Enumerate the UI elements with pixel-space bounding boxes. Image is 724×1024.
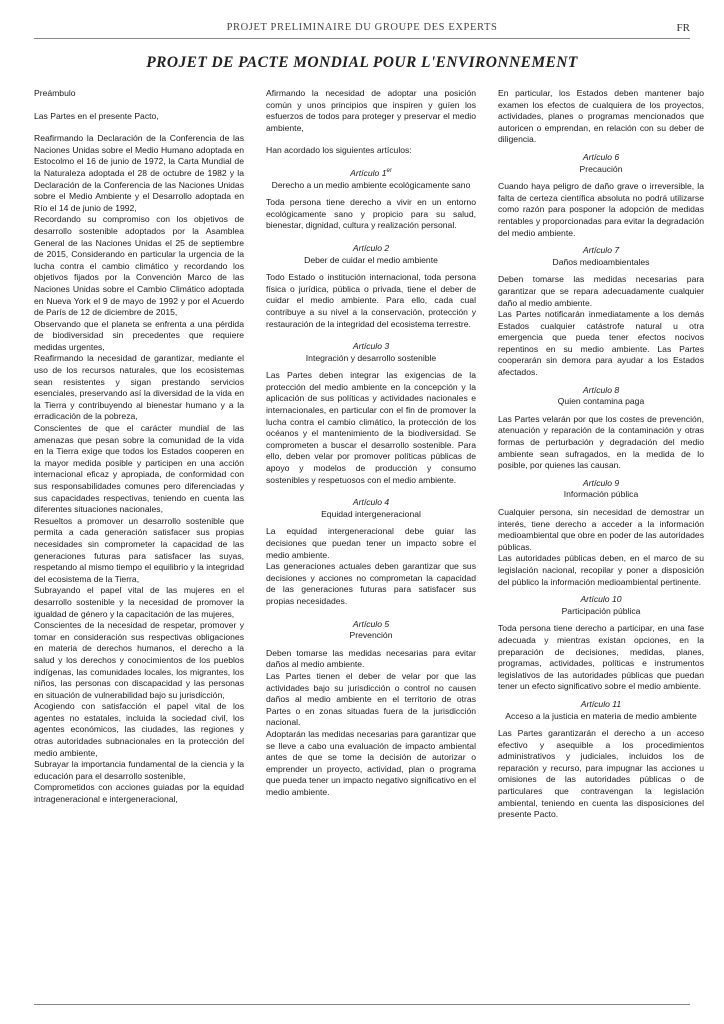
article-5-text: Adoptarán las medidas necesarias para garantizar que se lleve a cabo una evaluación de impacto ambiental antes de que se tome la decisión de autorizar o emprender un proyecto, actividad, plan o programa que pueda tener un impacto negativo significativo en el medio ambiente.	[266, 728, 476, 797]
article-4-text: La equidad intergeneracional debe guiar las decisiones que puedan tener un impacto sobre el medio ambiente.	[266, 526, 476, 560]
article-2-title: Deber de cuidar el medio ambiente	[304, 254, 438, 265]
article-7-text: Deben tomarse las medidas necesarias para garantizar que se repara adecuadamente cualquier daño al medio ambiente.	[498, 274, 704, 308]
article-1-title: Derecho a un medio ambiente ecológicamente sano	[271, 179, 471, 190]
preamble-paragraph: Resueltos a promover un desarrollo sostenible que permita a cada generación satisfacer sus propias necesidades sin comprometer la capacidad de las generaciones futuras para satisfacer las suyas, respetando al mismo tiempo el equilibrio y la integridad del ecosistema de la Tierra,	[34, 515, 244, 584]
preamble-paragraph: Acogiendo con satisfacción el papel vital de los agentes no estatales, incluida la sociedad civil, los agentes económicos, las ciudades, las regiones y otras autoridades subnacionales en la protección del medio ambiente,	[34, 701, 244, 758]
article-4-number: Artículo 4	[352, 497, 390, 508]
document-title: PROJET DE PACTE MONDIAL POUR L'ENVIRONNEMENT	[146, 54, 578, 71]
article-6-text: Cuando haya peligro de daño grave o irreversible, la falta de certeza científica absoluta no podrá utilizarse como razón para posponer la adopción de medidas rentables y proporcionadas para evitar la degradación del medio ambiente.	[498, 181, 704, 238]
column-3	[498, 88, 704, 821]
article-7-title: Daños medioambientales	[552, 256, 650, 267]
column-1	[34, 88, 244, 806]
article-4-title: Equidad intergeneracional	[321, 508, 421, 519]
preamble-paragraph: Subrayar la importancia fundamental de la ciencia y la educación para el desarrollo sostenible,	[34, 759, 244, 781]
header-rule	[34, 38, 690, 39]
article-5-text: En particular, los Estados deben mantener bajo examen los efectos de cualquiera de los proyectos, actividades, planes o programas mencionados que autoricen o emprendan, en relación con su deber de diligencia.	[498, 88, 704, 145]
page-header	[34, 22, 690, 38]
article-9-title: Información pública	[563, 489, 639, 500]
preamble-parties: Las Partes en el presente Pacto,	[34, 110, 159, 121]
article-10-text: Toda persona tiene derecho a participar, en una fase adecuada y mientras existan opciones, en la preparación de decisiones, medidas, planes, programas, actividades, políticas e instrumentos legislativos de las autoridades públicas que puedan tener un efecto significativo sobre el medio ambiente.	[498, 623, 704, 692]
preamble-paragraph: Conscientes de que el carácter mundial de las amenazas que pesan sobre la comunidad de la vida en la Tierra exige que todos los Estados cooperen en la mayor medida posible y participen en una acción internacional eficaz y apropiada, de conformidad con sus responsabilidades comunes pero diferenciadas y sus capacidades respectivas, teniendo en cuenta las diferentes situaciones nacionales,	[34, 423, 244, 515]
article-5-text: Las Partes tienen el deber de velar por que las actividades bajo su jurisdicción o control no causen daños al medio ambiente en el territorio de otras Partes o en zonas situadas fuera de la jurisdicción nacional.	[266, 670, 476, 728]
preamble-paragraph: Conscientes de la necesidad de respetar, promover y tomar en consideración sus respectivas obligaciones en materia de derechos humanos, el derecho a la salud y los derechos y conocimientos de los pueblos indígenas, las comunidades locales, los migrantes, los niños, las personas con discapacidad y las personas en situación de vulnerabilidad bajo su jurisdicción,	[34, 620, 244, 700]
article-7-number: Artículo 7	[582, 245, 620, 256]
preamble-paragraph: Reafirmando la Declaración de la Conferencia de las Naciones Unidas sobre el Medio Humano adoptada en Estocolmo el 16 de junio de 1972, la Carta Mundial de la Naturaleza adoptada el 28 de octubre de 1982 y la Declaración de la Conferencia de las Naciones Unidas sobre el Medio Ambiente y el Desarrollo adoptada en Río el 14 de junio de 1992,	[34, 133, 244, 213]
article-4-text: Las generaciones actuales deben garantizar que sus decisiones y acciones no comprometan la capacidad de las generaciones futuras para satisfacer sus propias necesidades.	[266, 561, 476, 606]
article-6-title: Precaución	[579, 163, 623, 174]
article-8-text: Las Partes velarán por que los costes de prevención, atenuación y reparación de la contaminación y otras formas de perturbación y degradación del medio ambiente sean sufragados, en la medida de lo posible, por quienes las causan.	[498, 413, 704, 471]
article-7-text: Las Partes notificarán inmediatamente a los demás Estados cualquier catástrofe natural u otra emergencia que pueda tener efectos nocivos repentinos en su medio ambiente. Las Partes cooperarán sin demora para ayudar a los Estados afectados.	[498, 309, 704, 378]
article-8-title: Quien contamina paga	[557, 396, 645, 407]
article-2-text: Todo Estado o institución internacional, toda persona física o jurídica, pública o privada, tiene el deber de cuidar el medio ambiente. Para ello, cada cual contribuye a su nivel a la conservación, protección y restauración de la integridad del ecosistema terrestre.	[266, 272, 476, 329]
article-5-title: Prevención	[349, 630, 393, 641]
preamble-paragraph: Comprometidos con acciones guiadas por la equidad intrageneracional e intergeneracional,	[34, 782, 244, 805]
column-2	[266, 88, 476, 798]
preamble-paragraph: Recordando su compromiso con los objetivos de desarrollo sostenible adoptados por la Asamblea General de las Naciones Unidas el 25 de septiembre de 2015, Considerando en particular la urgencia de la lucha contra el cambio climático y recordando los objetivos fijados por la Convención Marco de las Naciones Unidas sobre el Cambio Climático adoptada en Nueva York el 9 de mayo de 1992 y por el Acuerdo de París de 12 de diciembre de 2015,	[34, 214, 244, 318]
preamble-paragraph: Observando que el planeta se enfrenta a una pérdida de biodiversidad sin precedentes que requiere medidas urgentes,	[34, 318, 244, 352]
preamble-paragraph: Reafirmando la necesidad de garantizar, mediante el uso de los recursos naturales, que los ecosistemas sean resistentes y sigan prestando servicios esenciales, preservando así la diversidad de la vida en la Tierra y contribuyendo al bienestar humano y a la erradicación de la pobreza,	[34, 353, 244, 422]
articles-intro: Han acordado los siguientes artículos:	[266, 145, 412, 156]
preamble-paragraph: Afirmando la necesidad de adoptar una posición común y unos principios que inspiren y guíen los esfuerzos de todos para proteger y preservar el medio ambiente,	[266, 88, 476, 133]
article-5-number: Artículo 5	[352, 618, 390, 629]
preamble-paragraph: Subrayando el papel vital de las mujeres en el desarrollo sostenible y la necesidad de promover la igualdad de género y la capacitación de las mujeres,	[34, 585, 244, 619]
article-2-number: Artículo 2	[352, 242, 390, 253]
header-text: PROJET PRELIMINAIRE DU GROUPE DES EXPERTS	[226, 22, 498, 33]
article-11-title: Acceso a la justicia en materia de medio ambiente	[505, 710, 697, 721]
header-language: FR	[676, 22, 690, 34]
article-6-number: Artículo 6	[582, 151, 620, 162]
preamble-heading: Preámbulo	[34, 88, 76, 98]
article-10-title: Participación pública	[561, 605, 641, 616]
article-9-text: Cualquier persona, sin necesidad de demostrar un interés, tiene derecho a acceder a la información medioambiental que obre en poder de las autoridades públicas.	[498, 507, 704, 552]
article-1-number: Artículo 1er	[350, 167, 392, 178]
article-5-text: Deben tomarse las medidas necesarias para evitar daños al medio ambiente.	[266, 647, 476, 670]
footer-rule	[34, 1004, 690, 1005]
article-11-number: Artículo 11	[580, 698, 622, 709]
article-11-text: Las Partes garantizarán el derecho a un acceso efectivo y asequible a los procedimientos administrativos y judiciales, incluidos los de reparación y recurso, para impugnar las acciones u omisiones de las autoridades públicas o de particulares que contravengan la legislación ambiental, teniendo en cuenta las disposiciones del presente Pacto.	[498, 728, 704, 820]
article-9-text: Las autoridades públicas deben, en el marco de su legislación nacional, recopilar y poner a disposición del público la información medioambiental pertinente.	[498, 553, 704, 587]
article-8-number: Artículo 8	[582, 384, 620, 395]
article-3-number: Artículo 3	[352, 341, 390, 352]
article-9-number: Artículo 9	[582, 477, 620, 488]
article-10-number: Artículo 10	[580, 594, 622, 605]
article-1-text: Toda persona tiene derecho a vivir en un entorno ecológicamente sano y propicio para su salud, bienestar, dignidad, cultura y realización personal.	[266, 197, 476, 231]
article-3-title: Integración y desarrollo sostenible	[305, 352, 437, 363]
article-3-text: Las Partes deben integrar las exigencias de la protección del medio ambiente en la concepción y la aplicación de sus políticas y actividades nacionales e internacionales, en particular con el fin de promover la lucha contra el cambio climático, la protección de los océanos y el mantenimiento de la biodiversidad. Se comprometen a buscar el desarrollo sostenible. Para ello, deben velar por promover políticas públicas de apoyo y modelos de producción y consumo sostenibles y respetuosos con el medio ambiente.	[266, 370, 476, 485]
